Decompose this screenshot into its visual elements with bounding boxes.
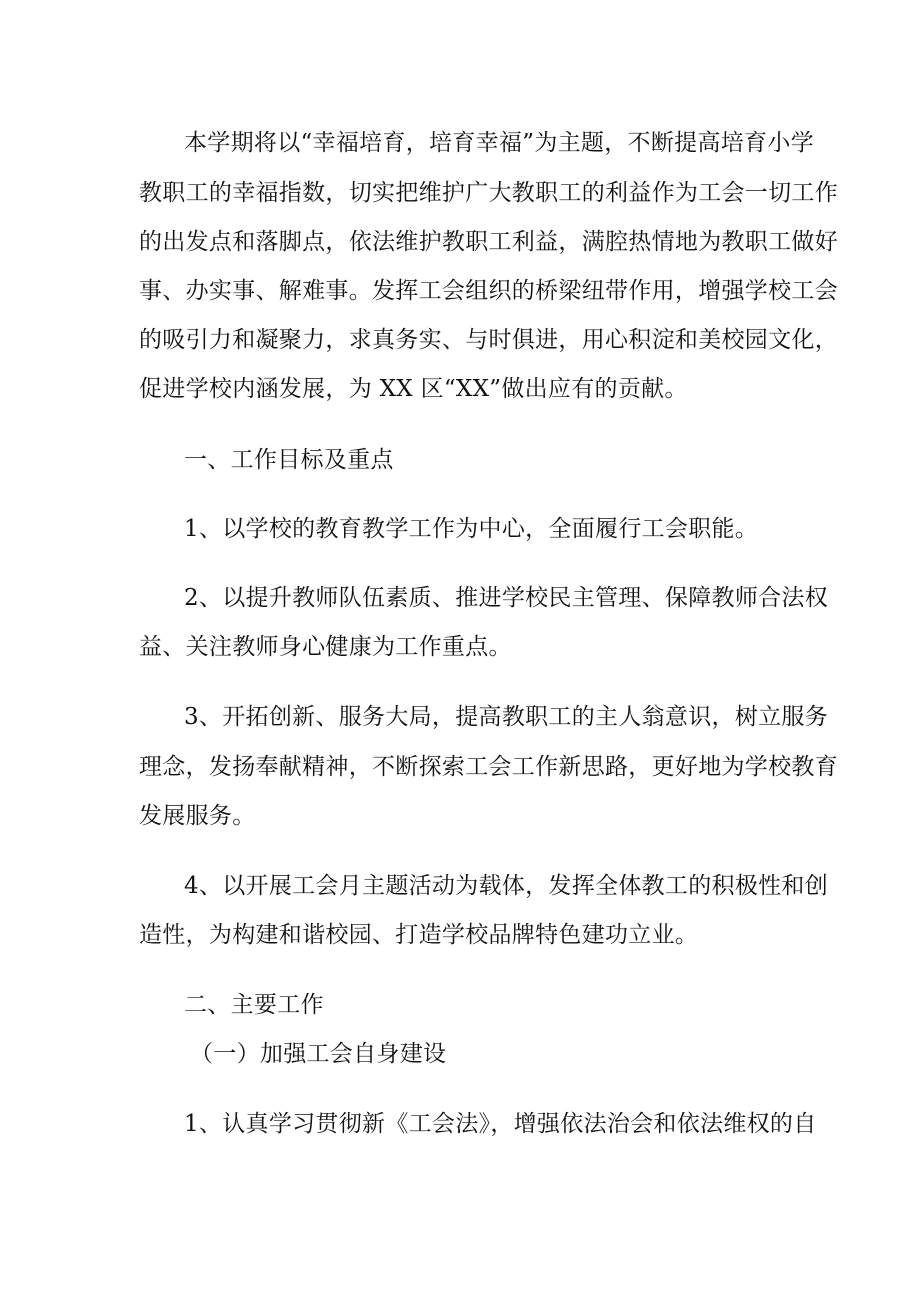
goal-item-2-line-2: 益、关注教师身心健康为工作重点。 — [139, 634, 512, 660]
subsection-heading-union-building: （一）加强工会自身建设 — [190, 1041, 447, 1067]
goal-item-3-line-1: 3、开拓创新、服务大局，提高教职工的主人翁意识，树立服务 — [184, 704, 829, 730]
intro-paragraph-line-4: 事、办实事、解难事。发挥工会组织的桥梁纽带作用，增强学校工会 — [139, 278, 838, 304]
intro-paragraph-line-1: 本学期将以“幸福培育，培育幸福”为主题，不断提高培育小学 — [184, 130, 814, 156]
section-heading-main-work: 二、主要工作 — [184, 992, 324, 1018]
goal-item-3-line-2: 理念，发扬奉献精神，不断探索工会工作新思路，更好地为学校教育 — [139, 754, 838, 780]
section-heading-goals: 一、工作目标及重点 — [184, 447, 394, 473]
intro-paragraph-line-2: 教职工的幸福指数，切实把维护广大教职工的利益作为工会一切工作 — [139, 180, 838, 206]
goal-item-3-line-3: 发展服务。 — [139, 803, 256, 829]
intro-paragraph-line-5: 的吸引力和凝聚力，求真务实、与时俱进，用心积淀和美校园文化， — [139, 327, 838, 353]
goal-item-4-line-2: 造性，为构建和谐校园、打造学校品牌特色建功立业。 — [139, 922, 699, 948]
goal-item-2-line-1: 2、以提升教师队伍素质、推进学校民主管理、保障教师合法权 — [184, 585, 829, 611]
work-item-1-line-1: 1、认真学习贯彻新《工会法》，增强依法治会和依法维权的自 — [184, 1111, 817, 1137]
goal-item-4-line-1: 4、以开展工会月主题活动为载体，发挥全体教工的积极性和创 — [184, 873, 829, 899]
goal-item-1: 1、以学校的教育教学工作为中心，全面履行工会职能。 — [184, 516, 759, 542]
intro-paragraph-line-3: 的出发点和落脚点，依法维护教职工利益，满腔热情地为教职工做好 — [139, 229, 838, 255]
intro-paragraph-line-6: 促进学校内涵发展，为 XX 区“XX”做出应有的贡献。 — [139, 376, 688, 402]
